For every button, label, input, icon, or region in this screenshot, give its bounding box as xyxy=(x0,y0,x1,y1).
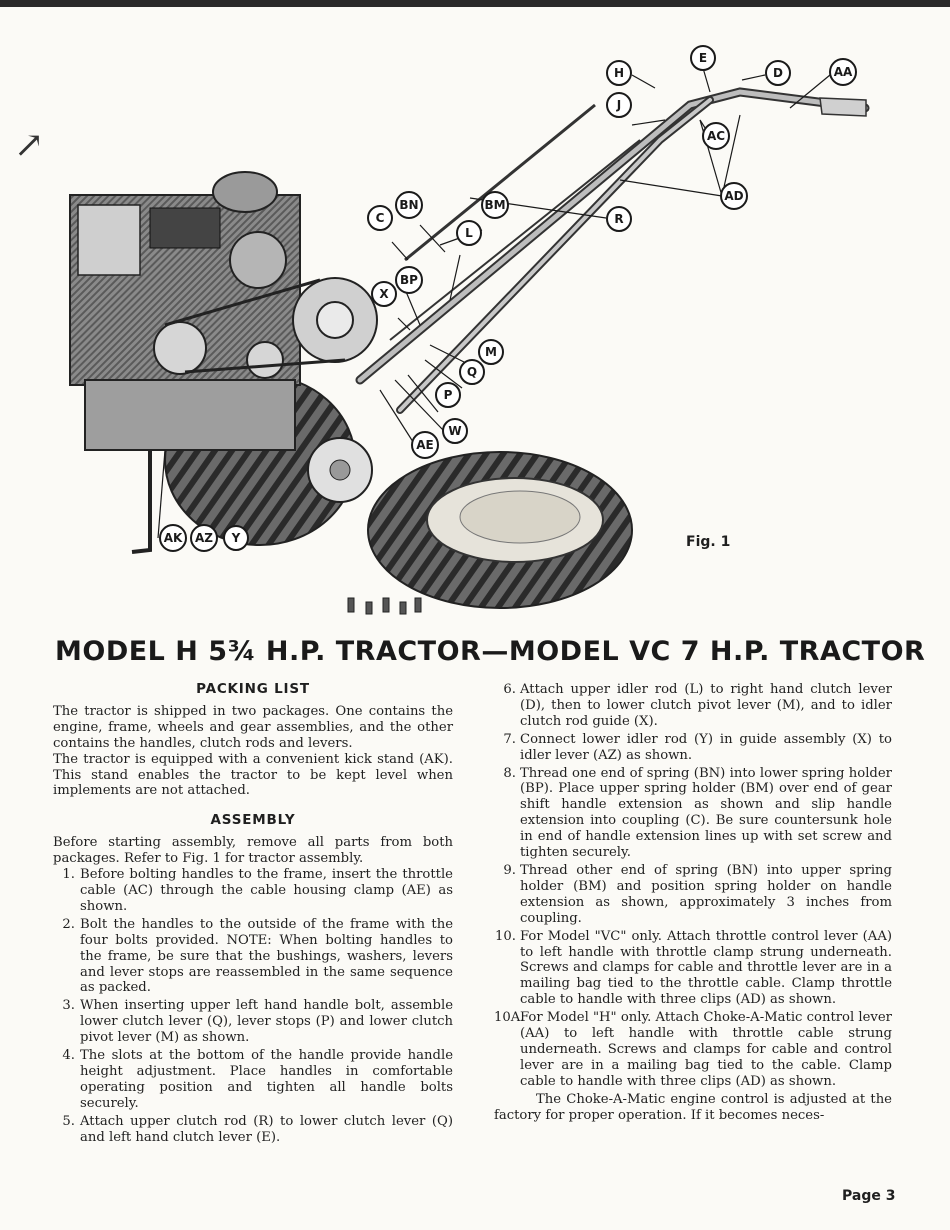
step-text: Attach upper idler rod (L) to right hand clutch lever (D), then to lower clutch pivot lever (M), and to idler clutch rod guide (X). xyxy=(520,682,892,729)
step-number: 1. xyxy=(62,867,75,883)
assembly-closing: The Choke-A-Matic engine control is adjusted at the factory for proper operation. If it becomes neces- xyxy=(494,1091,892,1123)
svg-text:BP: BP xyxy=(400,273,418,287)
handles xyxy=(360,92,866,410)
callout-H xyxy=(607,61,631,85)
step-number: 6. xyxy=(503,682,516,697)
callout-R xyxy=(607,207,631,231)
step-text: The slots at the bottom of the handle provide handle height adjustment. Place handles in comfortable operating position and tighten all handle bolts securely. xyxy=(80,1048,453,1111)
left-column xyxy=(53,682,453,1147)
assembly-steps-right xyxy=(494,682,892,1090)
bolts xyxy=(348,598,421,614)
tire xyxy=(368,452,632,608)
step-number: 9. xyxy=(503,862,516,878)
svg-text:L: L xyxy=(465,226,473,240)
packing-list-paragraph: The tractor is shipped in two packages. One contains the engine, frame, wheels and gear assemblies, and the other contains the handles, clutch rods and levers. xyxy=(53,703,453,751)
right-column xyxy=(494,682,892,1123)
callout-L xyxy=(457,221,481,245)
assembly-step xyxy=(494,929,892,1009)
callout-BM xyxy=(482,192,508,218)
step-text: For Model "VC" only. Attach throttle control lever (AA) to left handle with throttle clamp strung underneath. Screws and clamps for cable and throttle lever are in a mailing bag tied to the throttle cable. Clamp throttle cable to handle with three clips (AD) as shown. xyxy=(520,928,892,1008)
assembly-step xyxy=(494,863,892,927)
svg-text:AZ: AZ xyxy=(195,531,213,545)
svg-text:AE: AE xyxy=(416,438,434,452)
kick-stand xyxy=(132,450,150,552)
callout-BN xyxy=(396,192,422,218)
callout-C xyxy=(368,206,392,230)
step-number: 8. xyxy=(503,765,516,781)
callout-AD xyxy=(721,183,747,209)
svg-text:AA: AA xyxy=(833,65,853,79)
svg-text:BM: BM xyxy=(484,198,506,212)
assembly-intro: Before starting assembly, remove all parts from both packages. Refer to Fig. 1 for tractor assembly. xyxy=(53,835,453,867)
callout-M xyxy=(479,340,503,364)
svg-text:BN: BN xyxy=(399,198,419,212)
svg-text:AD: AD xyxy=(724,189,744,203)
callout-X xyxy=(372,282,396,306)
callout-W xyxy=(443,419,467,443)
callout-P xyxy=(436,383,460,407)
engine xyxy=(70,172,300,450)
step-number: 4. xyxy=(62,1048,75,1064)
svg-text:X: X xyxy=(379,287,389,301)
packing-list-title: PACKING LIST xyxy=(196,681,310,697)
svg-text:R: R xyxy=(614,212,624,226)
assembly-step xyxy=(53,1048,453,1112)
step-text: Before bolting handles to the frame, insert the throttle cable (AC) through the cable housing clamp (AE) as shown. xyxy=(80,867,453,914)
step-number: 7. xyxy=(503,731,516,747)
step-text: Attach upper clutch rod (R) to lower clutch lever (Q) and left hand clutch lever (E). xyxy=(80,1113,453,1145)
step-number: 5. xyxy=(62,1113,75,1129)
page-heading: MODEL H 5¾ H.P. TRACTOR—MODEL VC 7 H.P. TRACTOR xyxy=(55,636,926,667)
assembly-step xyxy=(494,766,892,861)
callout-E xyxy=(691,46,715,70)
step-text: Thread other end of spring (BN) into upper spring holder (BM) and position spring holder on handle extension as shown, approximately 3 inches from coupling. xyxy=(520,862,892,926)
svg-text:D: D xyxy=(773,66,783,80)
step-number: 10. xyxy=(495,928,516,944)
assembly-title: ASSEMBLY xyxy=(210,812,296,829)
svg-text:Y: Y xyxy=(231,531,241,545)
svg-text:C: C xyxy=(375,211,385,225)
assembly-step xyxy=(53,917,453,997)
step-text: Bolt the handles to the outside of the frame with the four bolts provided. NOTE: When bolting handles to the frame, be sure that the bushings, washers, levers and lever stops are reassembled in the same sequence as packed. xyxy=(80,916,453,996)
callout-J xyxy=(607,93,631,117)
callout-BP xyxy=(396,267,422,293)
assembly-step xyxy=(494,732,892,764)
callout-AE xyxy=(412,432,438,458)
svg-text:P: P xyxy=(443,388,453,402)
step-text: Thread one end of spring (BN) into lower spring holder (BP). Place upper spring holder (BM) over end of gear shift handle extension as shown and slip handle extension into coupling (C). Be sure countersunk hole in end of handle extension lines up with set screw and tighten securely. xyxy=(520,765,892,861)
svg-text:H: H xyxy=(613,66,625,80)
figure-label: Fig. 1 xyxy=(686,534,731,550)
assembly-step xyxy=(494,1010,892,1090)
top-border xyxy=(0,0,950,7)
svg-text:E: E xyxy=(698,51,708,65)
step-number: 2. xyxy=(62,916,75,932)
svg-text:W: W xyxy=(448,424,462,438)
packing-list-paragraph: The tractor is equipped with a convenient kick stand (AK). This stand enables the tractor to be kept level when implements are not attached. xyxy=(53,751,453,799)
assembly-step xyxy=(53,867,453,915)
callout-Q xyxy=(460,360,484,384)
callout-AA xyxy=(830,59,856,85)
page-number: Page 3 xyxy=(842,1188,896,1204)
callout-AK xyxy=(160,525,186,551)
tractor-illustration xyxy=(0,20,950,640)
assembly-step xyxy=(53,998,453,1046)
assembly-step xyxy=(53,1114,453,1146)
callout-Y xyxy=(224,526,248,550)
tractor-figure xyxy=(0,20,950,640)
step-text: For Model "H" only. Attach Choke-A-Matic control lever (AA) to left handle with throttle cable strung underneath. Screws and clamps for cable and control lever are in a mailing bag tied to the cable. Clamp cable to handle with three clips (AD) as shown. xyxy=(520,1010,892,1089)
step-text: When inserting upper left hand handle bolt, assemble lower clutch lever (Q), lever stops (P) and lower clutch pivot lever (M) as shown. xyxy=(80,998,453,1046)
svg-text:M: M xyxy=(485,345,497,359)
svg-text:Q: Q xyxy=(466,365,478,379)
assembly-step xyxy=(494,682,892,730)
margin-mark: ↗ xyxy=(14,125,45,166)
callout-AZ xyxy=(191,525,217,551)
step-number: 3. xyxy=(62,998,75,1014)
svg-text:AC: AC xyxy=(706,129,726,143)
svg-text:AK: AK xyxy=(163,531,183,545)
step-number: 10A. xyxy=(494,1010,525,1026)
callout-AC xyxy=(703,123,729,149)
svg-text:J: J xyxy=(616,98,622,112)
step-text: Connect lower idler rod (Y) in guide assembly (X) to idler lever (AZ) as shown. xyxy=(520,731,892,763)
assembly-steps-left xyxy=(53,867,453,1145)
callout-D xyxy=(766,61,790,85)
axle-center xyxy=(330,460,350,480)
